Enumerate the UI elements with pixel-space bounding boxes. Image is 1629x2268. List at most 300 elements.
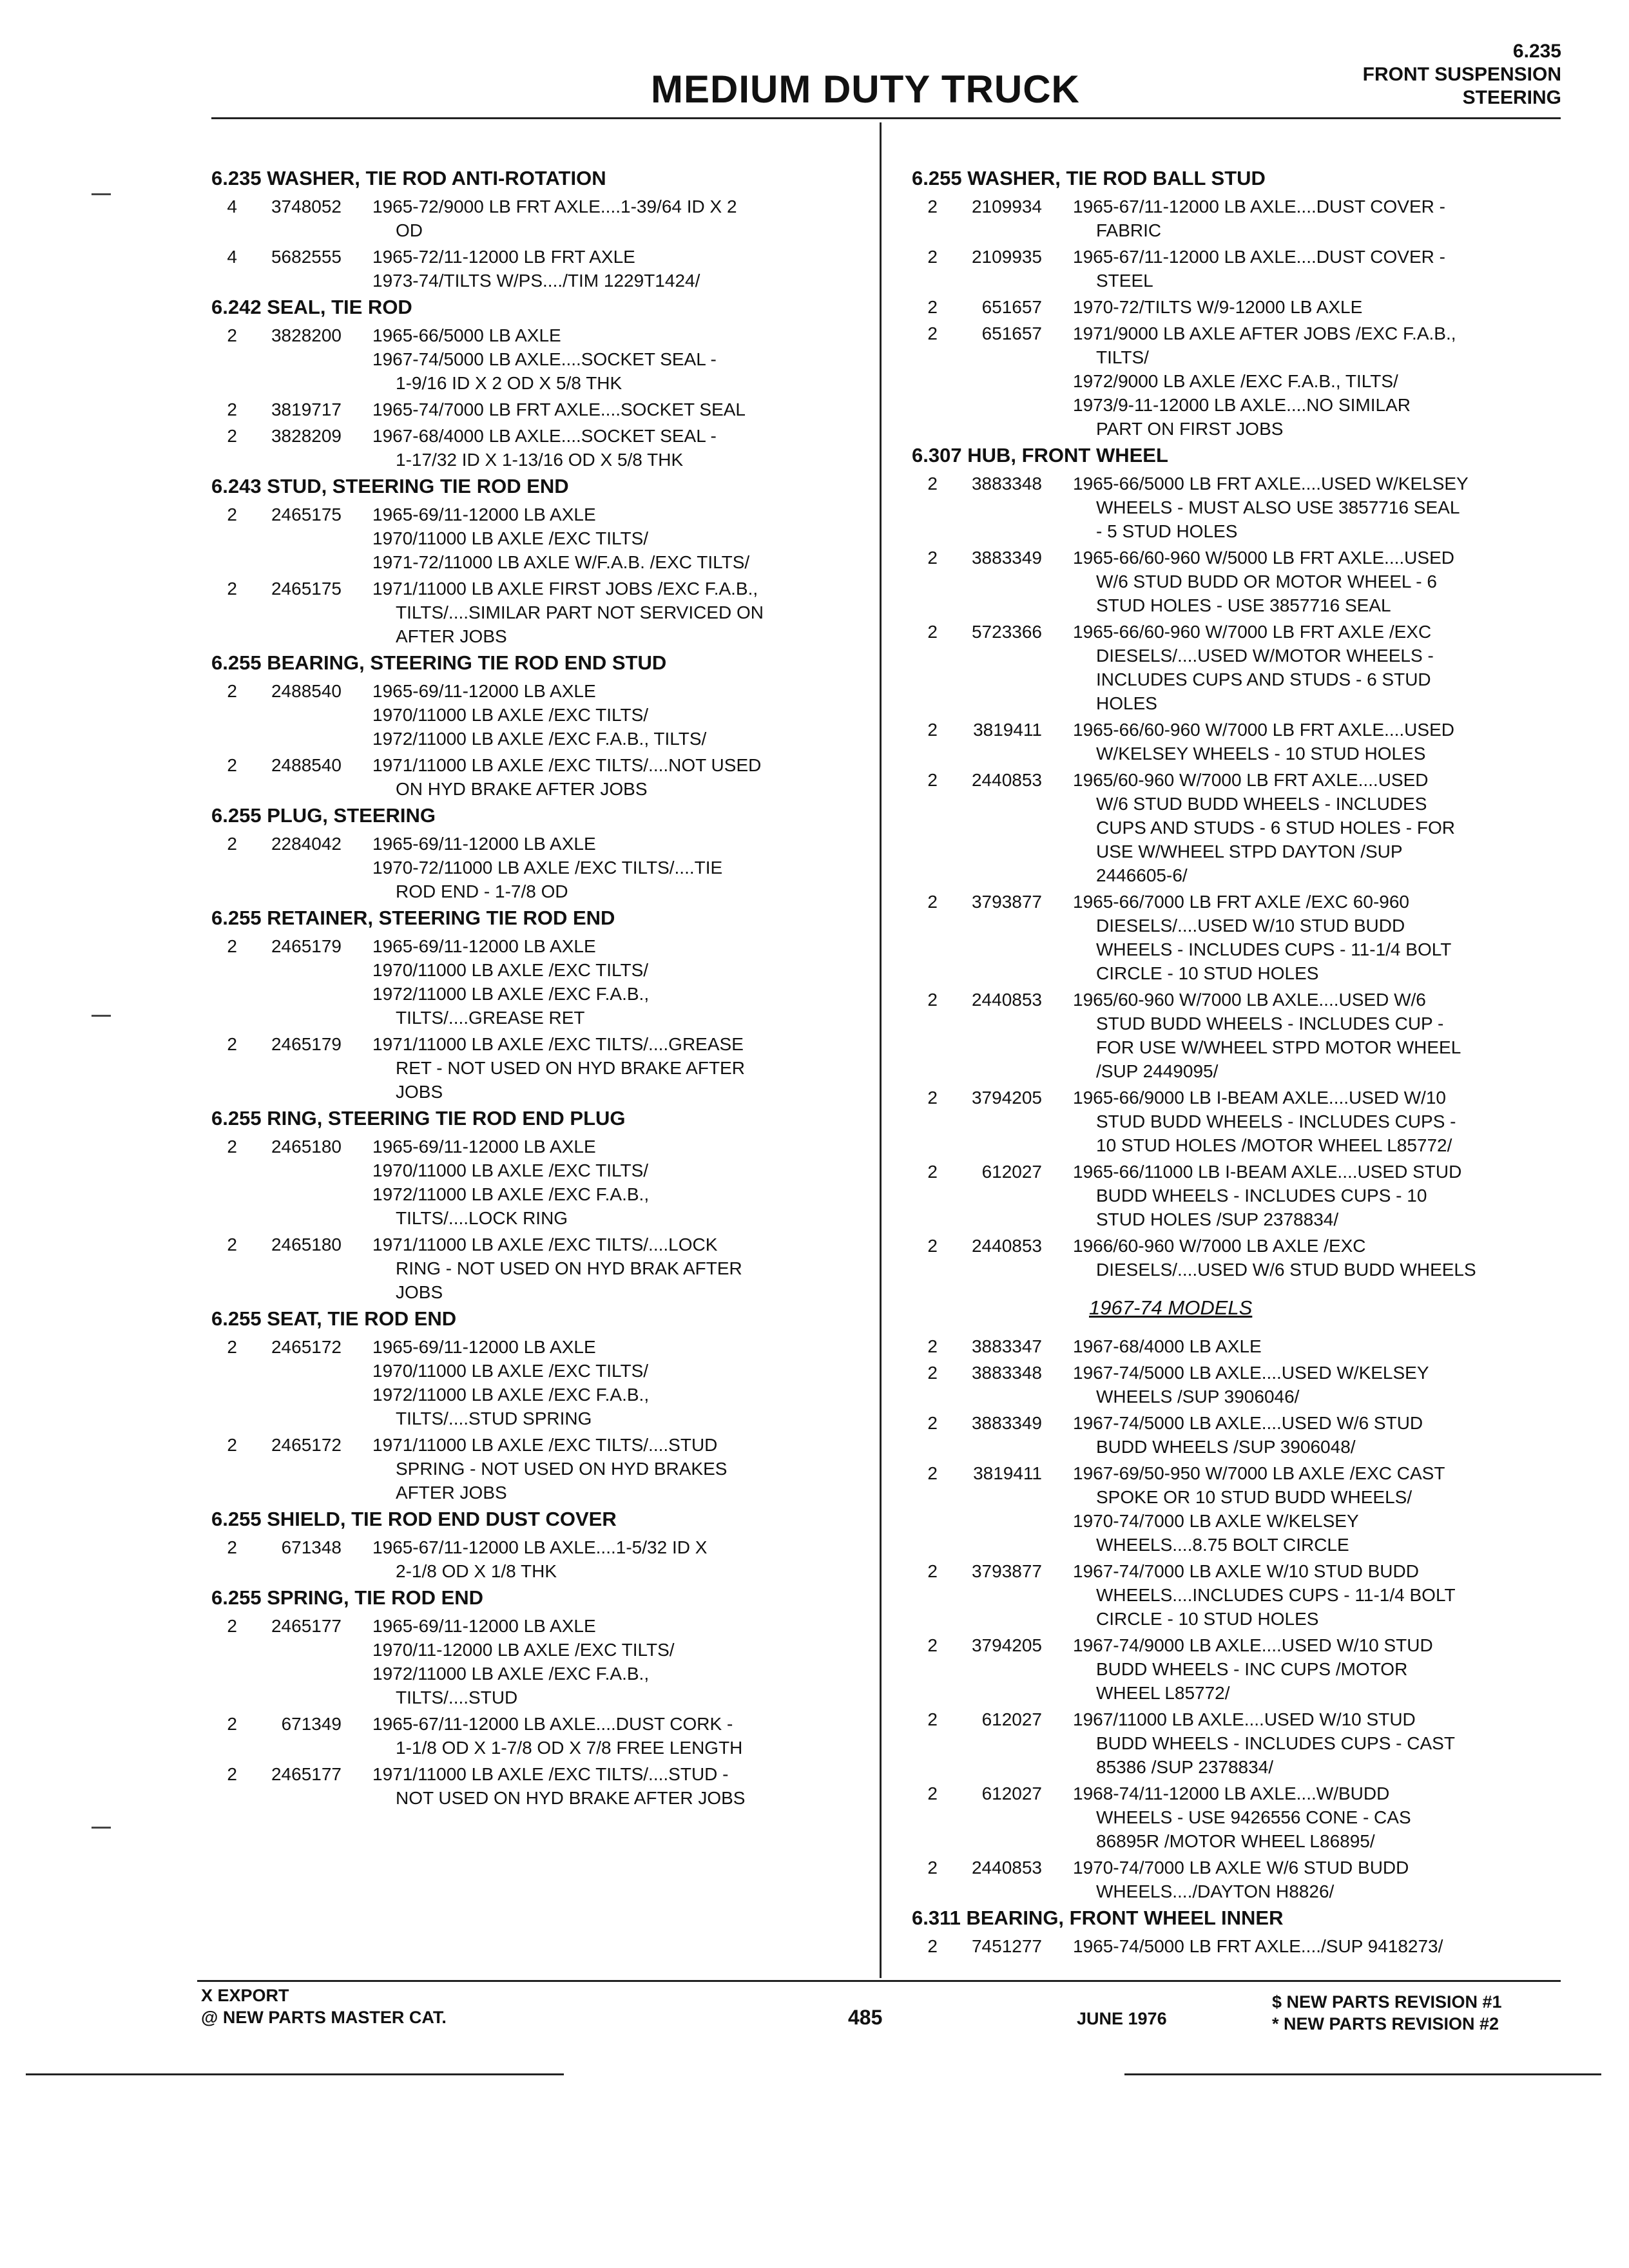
part-entry [899,890,1582,985]
part-quantity: 4 [227,247,237,267]
description-line: 1970/11000 LB AXLE /EXC TILTS/ [372,1361,649,1381]
margin-mark [92,1827,111,1829]
part-quantity: 2 [227,325,237,345]
part-entry [198,679,862,751]
part-number: 5682555 [271,247,342,267]
part-description [1073,1361,1582,1408]
section-heading: 6.255 RETAINER, STEERING TIE ROD END [211,907,615,929]
description-line: CIRCLE - 10 STUD HOLES [1096,1609,1319,1629]
description-line: 1965-66/11000 LB I-BEAM AXLE....USED STUD [1073,1162,1462,1182]
part-number: 2465172 [271,1435,342,1455]
description-line: BUDD WHEELS - INCLUDES CUPS - 10 [1096,1186,1427,1206]
part-number: 3794205 [971,1088,1042,1108]
description-line: WHEELS - USE 9426556 CONE - CAS [1096,1807,1411,1827]
description-line: DIESELS/....USED W/10 STUD BUDD [1096,916,1405,936]
description-line: STUD BUDD WHEELS - INCLUDES CUPS - [1096,1111,1456,1131]
part-number: 3819717 [271,399,342,419]
part-entry [198,195,862,242]
description-line: 1965-69/11-12000 LB AXLE [372,681,596,701]
part-quantity: 2 [927,197,938,216]
part-quantity: 2 [227,1337,237,1357]
description-line: 86895R /MOTOR WHEEL L86895/ [1096,1831,1375,1851]
part-number: 612027 [981,1709,1042,1729]
description-line: PART ON FIRST JOBS [1096,419,1284,439]
part-entry [899,1411,1582,1459]
part-description [1073,1234,1582,1282]
part-quantity: 2 [927,1858,938,1878]
description-line: 1970/11-12000 LB AXLE /EXC TILTS/ [372,1640,675,1660]
part-number: 2488540 [271,755,342,775]
part-description [372,1032,862,1104]
part-description [372,577,862,648]
part-description [372,195,862,242]
part-quantity: 4 [227,197,237,216]
description-line: 1965-72/9000 LB FRT AXLE....1-39/64 ID X 2 [372,197,737,216]
part-number: 2284042 [271,834,342,854]
part-description [1073,1707,1582,1779]
part-number: 7451277 [971,1936,1042,1956]
description-line: 1965-69/11-12000 LB AXLE [372,936,596,956]
part-entry [899,1707,1582,1779]
description-line: 1965-67/11-12000 LB AXLE....1-5/32 ID X [372,1537,708,1557]
part-description [1073,1461,1582,1557]
description-line: TILTS/ [1096,347,1149,367]
description-line: 1965-67/11-12000 LB AXLE....DUST CORK - [372,1714,733,1734]
part-description [372,424,862,472]
part-quantity: 2 [227,1435,237,1455]
parts-section [899,1906,1582,1958]
part-description [372,503,862,574]
part-entry [198,934,862,1030]
description-line: ROD END - 1-7/8 OD [396,881,568,901]
description-line: STUD HOLES - USE 3857716 SEAL [1096,595,1391,615]
part-entry [899,472,1582,543]
part-description [372,1433,862,1504]
part-number: 651657 [981,323,1042,343]
description-line: 1965-66/60-960 W/7000 LB FRT AXLE /EXC [1073,622,1432,642]
part-entry [198,1712,862,1760]
part-description [372,1762,862,1810]
part-quantity: 2 [227,505,237,524]
part-number: 5723366 [971,622,1042,642]
part-quantity: 2 [927,1635,938,1655]
part-description [1073,1411,1582,1459]
description-line: DIESELS/....USED W/MOTOR WHEELS - [1096,646,1434,666]
description-line: AFTER JOBS [396,626,507,646]
parts-section [198,906,862,1104]
parts-section [198,474,862,648]
part-number: 3883348 [971,1363,1042,1383]
part-quantity: 2 [927,474,938,494]
part-number: 2465175 [271,505,342,524]
part-entry [899,546,1582,617]
part-quantity: 2 [927,548,938,568]
part-quantity: 2 [227,399,237,419]
part-number: 3883347 [971,1336,1042,1356]
part-entry [198,1762,862,1810]
description-line: 1965-66/5000 LB AXLE [372,325,561,345]
section-heading: 6.255 RING, STEERING TIE ROD END PLUG [211,1107,626,1129]
part-number: 2465177 [271,1764,342,1784]
description-line: FOR USE W/WHEEL STPD MOTOR WHEEL [1096,1037,1461,1057]
parts-section [198,1586,862,1810]
part-description [372,934,862,1030]
part-entry [899,1160,1582,1231]
description-line: TILTS/....GREASE RET [396,1008,585,1028]
description-line: SPRING - NOT USED ON HYD BRAKES [396,1459,728,1479]
description-line: 1965-67/11-12000 LB AXLE....DUST COVER - [1073,197,1445,216]
description-line: /SUP 2449095/ [1096,1061,1219,1081]
description-line: BUDD WHEELS /SUP 3906048/ [1096,1437,1356,1457]
description-line: 1971/11000 LB AXLE /EXC TILTS/....STUD [372,1435,718,1455]
revision-note-2: * NEW PARTS REVISION #2 [1272,2014,1499,2033]
description-line: 1972/9000 LB AXLE /EXC F.A.B., TILTS/ [1073,371,1398,391]
description-line: 1965/60-960 W/7000 LB AXLE....USED W/6 [1073,990,1426,1010]
description-line: STUD BUDD WHEELS - INCLUDES CUP - [1096,1014,1444,1033]
description-line: 1970/11000 LB AXLE /EXC TILTS/ [372,1160,649,1180]
part-entry [899,1334,1582,1358]
description-line: 1965-66/60-960 W/7000 LB FRT AXLE....USED [1073,720,1454,740]
part-description [1073,1559,1582,1631]
part-entry [198,1233,862,1304]
part-quantity: 2 [927,720,938,740]
section-heading: 6.255 SPRING, TIE ROD END [211,1586,484,1609]
column-divider [880,122,882,1978]
description-line: 1965-66/5000 LB FRT AXLE....USED W/KELSEY [1073,474,1469,494]
description-line: 1973-74/TILTS W/PS..../TIM 1229T1424/ [372,271,700,291]
description-line: 1965-66/9000 LB I-BEAM AXLE....USED W/10 [1073,1088,1446,1108]
footer-export-note: X EXPORT [201,1986,289,2005]
section-heading: 6.255 SEAT, TIE ROD END [211,1307,457,1330]
header-rule [211,117,1561,119]
description-line: 1967-74/7000 LB AXLE W/10 STUD BUDD [1073,1561,1419,1581]
footer-master-note: @ NEW PARTS MASTER CAT. [201,2008,447,2027]
part-number: 2465179 [271,1034,342,1054]
part-number: 2440853 [971,770,1042,790]
part-number: 2465179 [271,936,342,956]
part-entry [198,503,862,574]
part-quantity: 2 [927,297,938,317]
part-description [372,753,862,801]
description-line: JOBS [396,1282,443,1302]
description-line: 2446605-6/ [1096,865,1188,885]
part-description [372,323,862,395]
description-line: 1965-69/11-12000 LB AXLE [372,505,596,524]
part-quantity: 2 [927,1363,938,1383]
part-quantity: 2 [227,834,237,854]
description-line: 1967-69/50-950 W/7000 LB AXLE /EXC CAST [1073,1463,1445,1483]
part-number: 3793877 [971,1561,1042,1581]
part-entry [899,1856,1582,1903]
description-line: 1970-72/11000 LB AXLE /EXC TILTS/....TIE [372,858,723,878]
description-line: - 5 STUD HOLES [1096,521,1238,541]
description-line: HOLES [1096,693,1157,713]
section-heading: 6.311 BEARING, FRONT WHEEL INNER [912,1907,1284,1929]
part-description [1073,1856,1582,1903]
part-quantity: 2 [927,1413,938,1433]
description-line: W/6 STUD BUDD OR MOTOR WHEEL - 6 [1096,572,1437,591]
part-entry [899,295,1582,319]
parts-section [198,651,862,801]
part-description [1073,295,1582,319]
description-line: 2-1/8 OD X 1/8 THK [396,1561,557,1581]
part-number: 3819411 [973,720,1042,740]
description-line: 1971/11000 LB AXLE /EXC TILTS/....NOT USED [372,755,762,775]
description-line: BUDD WHEELS - INC CUPS /MOTOR [1096,1659,1408,1679]
part-number: 651657 [981,297,1042,317]
part-number: 2465180 [271,1235,342,1254]
parts-section [198,1307,862,1504]
description-line: 1967-68/4000 LB AXLE [1073,1336,1262,1356]
description-line: 1967/11000 LB AXLE....USED W/10 STUD [1073,1709,1416,1729]
description-line: 1965-69/11-12000 LB AXLE [372,1137,596,1157]
margin-mark [92,193,111,195]
part-number: 3794205 [971,1635,1042,1655]
description-line: STUD HOLES /SUP 2378834/ [1096,1209,1339,1229]
section-heading: 6.243 STUD, STEERING TIE ROD END [211,475,569,497]
part-description [372,832,862,903]
part-entry [198,1614,862,1709]
part-entry [198,1535,862,1583]
part-description [1073,1782,1582,1853]
description-line: 1971/11000 LB AXLE FIRST JOBS /EXC F.A.B., [372,579,758,599]
part-entry [899,1361,1582,1408]
description-line: 1970-74/7000 LB AXLE W/KELSEY [1073,1511,1359,1531]
description-line: TILTS/....STUD SPRING [396,1408,592,1428]
part-quantity: 2 [927,1162,938,1182]
part-description [1073,620,1582,715]
parts-section [198,166,862,293]
part-entry [899,1461,1582,1557]
part-number: 671349 [281,1714,342,1734]
left-column [198,166,862,1812]
description-line: WHEELS - INCLUDES CUPS - 11-1/4 BOLT [1096,939,1452,959]
part-quantity: 2 [227,755,237,775]
part-number: 2440853 [971,1858,1042,1878]
right-column [899,166,1582,1961]
part-quantity: 2 [227,1235,237,1254]
part-description [1073,1633,1582,1705]
page-number: 485 [848,2006,883,2029]
part-number: 3828200 [271,325,342,345]
parts-section [899,166,1582,441]
description-line: 1967-74/5000 LB AXLE....USED W/KELSEY [1073,1363,1429,1383]
part-entry [198,245,862,293]
part-entry [198,398,862,421]
part-number: 2109934 [971,197,1042,216]
description-line: CUPS AND STUDS - 6 STUD HOLES - FOR [1096,818,1455,838]
part-description [1073,1086,1582,1157]
section-subcategory: STEERING [1462,87,1561,108]
description-line: TILTS/....STUD [396,1687,518,1707]
description-line: CIRCLE - 10 STUD HOLES [1096,963,1319,983]
description-line: 1965-66/60-960 W/5000 LB FRT AXLE....USED [1073,548,1454,568]
description-line: WHEELS....INCLUDES CUPS - 11-1/4 BOLT [1096,1585,1456,1605]
part-description [372,1233,862,1304]
footer-date: JUNE 1976 [1077,2009,1167,2028]
description-line: 1-9/16 ID X 2 OD X 5/8 THK [396,373,622,393]
part-description [1073,890,1582,985]
part-entry [198,753,862,801]
part-description [1073,1160,1582,1231]
description-line: 1-17/32 ID X 1-13/16 OD X 5/8 THK [396,450,684,470]
parts-section [198,1507,862,1583]
description-line: INCLUDES CUPS AND STUDS - 6 STUD [1096,669,1431,689]
part-number: 2465180 [271,1137,342,1157]
description-line: WHEEL L85772/ [1096,1683,1230,1703]
description-line: 1971/11000 LB AXLE /EXC TILTS/....GREASE [372,1034,744,1054]
part-entry [899,1782,1582,1853]
part-entry [198,1032,862,1104]
part-quantity: 2 [927,622,938,642]
part-number: 612027 [981,1162,1042,1182]
description-line: STEEL [1096,271,1153,291]
page-bottom-rule [26,2073,564,2075]
part-description [1073,768,1582,887]
part-number: 3883349 [971,1413,1042,1433]
description-line: 1972/11000 LB AXLE /EXC F.A.B., [372,1664,650,1684]
description-line: DIESELS/....USED W/6 STUD BUDD WHEELS [1096,1260,1476,1280]
part-quantity: 2 [227,1616,237,1636]
description-line: BUDD WHEELS - INCLUDES CUPS - CAST [1096,1733,1455,1753]
part-number: 671348 [281,1537,342,1557]
part-entry [198,832,862,903]
section-heading: 1967-74 MODELS [1089,1296,1253,1319]
part-number: 3883349 [971,548,1042,568]
part-entry [899,245,1582,293]
part-entry [899,718,1582,765]
part-quantity: 2 [927,247,938,267]
section-heading: 6.255 BEARING, STEERING TIE ROD END STUD [211,651,667,674]
page-bottom-rule [1124,2073,1601,2075]
page-title: MEDIUM DUTY TRUCK [651,68,1080,111]
revision-note-1: $ NEW PARTS REVISION #1 [1272,1992,1502,2012]
description-line: 1965-69/11-12000 LB AXLE [372,834,596,854]
description-line: 1965-69/11-12000 LB AXLE [372,1337,596,1357]
part-quantity: 2 [927,892,938,912]
description-line: 1970/11000 LB AXLE /EXC TILTS/ [372,528,649,548]
description-line: ON HYD BRAKE AFTER JOBS [396,779,648,799]
description-line: W/KELSEY WHEELS - 10 STUD HOLES [1096,744,1426,764]
part-number: 2109935 [971,247,1042,267]
part-entry [899,1086,1582,1157]
description-line: FABRIC [1096,220,1162,240]
part-entry [899,768,1582,887]
description-line: NOT USED ON HYD BRAKE AFTER JOBS [396,1788,746,1808]
description-line: TILTS/....LOCK RING [396,1208,568,1228]
description-line: 1971-72/11000 LB AXLE W/F.A.B. /EXC TILTS/ [372,552,750,572]
part-quantity: 2 [227,1034,237,1054]
part-description [1073,546,1582,617]
part-quantity: 2 [227,936,237,956]
part-entry [899,1234,1582,1282]
description-line: 1965-69/11-12000 LB AXLE [372,1616,596,1636]
part-description [1073,718,1582,765]
part-quantity: 2 [927,1236,938,1256]
part-number: 2465175 [271,579,342,599]
part-quantity: 2 [227,1537,237,1557]
description-line: 1972/11000 LB AXLE /EXC F.A.B., [372,1184,650,1204]
description-line: 1972/11000 LB AXLE /EXC F.A.B., [372,984,650,1004]
parts-section [899,1296,1582,1903]
description-line: 1966/60-960 W/7000 LB AXLE /EXC [1073,1236,1366,1256]
part-entry [899,322,1582,441]
part-entry [899,195,1582,242]
description-line: 1971/11000 LB AXLE /EXC TILTS/....LOCK [372,1235,718,1254]
part-number: 612027 [981,1783,1042,1803]
section-heading: 6.242 SEAL, TIE ROD [211,296,412,318]
description-line: 1965-74/7000 LB FRT AXLE....SOCKET SEAL [372,399,746,419]
part-description [372,1135,862,1230]
part-entry [198,1335,862,1430]
description-line: WHEELS....8.75 BOLT CIRCLE [1096,1535,1349,1555]
parts-section [198,1106,862,1304]
part-number: 3748052 [271,197,342,216]
footer-rule [197,1980,1561,1982]
description-line: 1972/11000 LB AXLE /EXC F.A.B., TILTS/ [372,729,707,749]
description-line: 85386 /SUP 2378834/ [1096,1757,1274,1777]
part-description [1073,195,1582,242]
part-entry [198,424,862,472]
part-entry [198,577,862,648]
part-quantity: 2 [927,1783,938,1803]
description-line: 1967-68/4000 LB AXLE....SOCKET SEAL - [372,426,717,446]
part-description [372,1614,862,1709]
part-description [372,245,862,293]
part-quantity: 2 [927,1709,938,1729]
part-description [1073,322,1582,441]
section-number: 6.235 [1512,41,1561,62]
description-line: 1971/11000 LB AXLE /EXC TILTS/....STUD - [372,1764,729,1784]
part-entry [198,1135,862,1230]
description-line: 1965/60-960 W/7000 LB FRT AXLE....USED [1073,770,1429,790]
description-line: 1968-74/11-12000 LB AXLE....W/BUDD [1073,1783,1390,1803]
description-line: WHEELS..../DAYTON H8826/ [1096,1881,1335,1901]
part-description [1073,1334,1582,1358]
description-line: 1971/9000 LB AXLE AFTER JOBS /EXC F.A.B., [1073,323,1456,343]
description-line: W/6 STUD BUDD WHEELS - INCLUDES [1096,794,1427,814]
description-line: 1970-72/TILTS W/9-12000 LB AXLE [1073,297,1363,317]
part-number: 3828209 [271,426,342,446]
part-quantity: 2 [927,1936,938,1956]
parts-section [198,803,862,903]
part-quantity: 2 [227,1764,237,1784]
part-number: 2440853 [971,1236,1042,1256]
part-number: 3819411 [973,1463,1042,1483]
parts-section [198,295,862,472]
part-description [1073,472,1582,543]
part-entry [899,988,1582,1083]
section-heading: 6.235 WASHER, TIE ROD ANTI-ROTATION [211,167,606,189]
description-line: WHEELS /SUP 3906046/ [1096,1387,1300,1407]
description-line: OD [396,220,423,240]
margin-mark [92,1015,111,1017]
description-line: 1970/11000 LB AXLE /EXC TILTS/ [372,705,649,725]
description-line: USE W/WHEEL STPD DAYTON /SUP [1096,841,1403,861]
part-number: 2488540 [271,681,342,701]
section-heading: 6.255 WASHER, TIE ROD BALL STUD [912,167,1266,189]
section-heading: 6.255 SHIELD, TIE ROD END DUST COVER [211,1508,617,1530]
part-number: 2440853 [971,990,1042,1010]
part-entry [899,1559,1582,1631]
parts-section [899,443,1582,1282]
part-quantity: 2 [227,681,237,701]
part-quantity: 2 [927,1336,938,1356]
part-entry [198,323,862,395]
part-description [372,1712,862,1760]
description-line: 1965-74/5000 LB FRT AXLE..../SUP 9418273/ [1073,1936,1443,1956]
description-line: 1-1/8 OD X 1-7/8 OD X 7/8 FREE LENGTH [396,1738,743,1758]
